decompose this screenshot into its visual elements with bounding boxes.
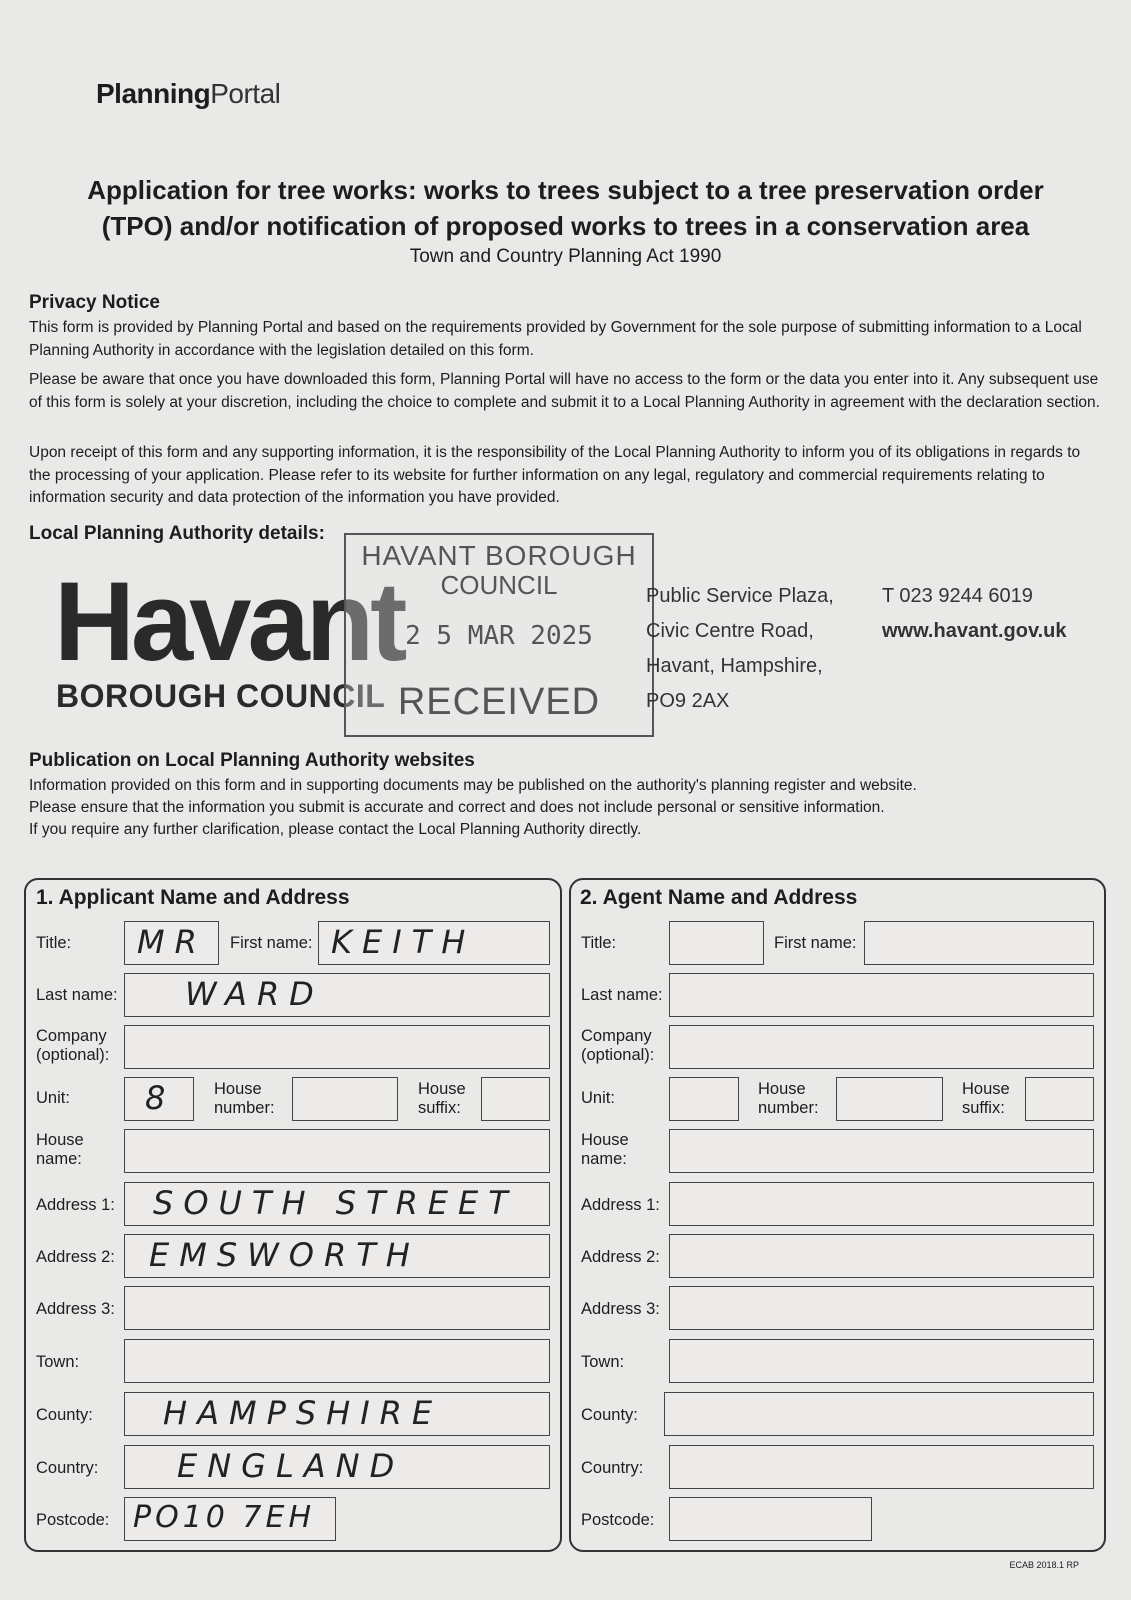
applicant-county-label: County: — [36, 1406, 93, 1424]
agent-last-name-field[interactable] — [669, 973, 1094, 1017]
applicant-country-field[interactable]: ENGLAND — [124, 1445, 550, 1489]
lpa-address-line: Public Service Plaza, — [646, 585, 834, 607]
publication-line: Please ensure that the information you submit is accurate and correct and does not include personal or sensitive information. — [29, 799, 885, 816]
agent-county-field[interactable] — [664, 1392, 1094, 1436]
agent-address2-label: Address 2: — [581, 1248, 660, 1266]
agent-country-label: Country: — [581, 1459, 644, 1477]
agent-town-label: Town: — [581, 1353, 625, 1371]
agent-house-number-field[interactable] — [836, 1077, 943, 1121]
privacy-paragraph-1: This form is provided by Planning Portal and based on the requirements provided by Government for the sole purpose of submitting information to a Local Planning Authority in accordance with the legislation detailed on this form. — [29, 319, 1082, 359]
agent-house-suffix-field[interactable] — [1025, 1077, 1094, 1121]
lpa-heading: Local Planning Authority details: — [29, 523, 325, 544]
agent-town-field[interactable] — [669, 1339, 1094, 1383]
agent-house-name-field[interactable] — [669, 1129, 1094, 1173]
applicant-address1-field[interactable]: SOUTH STREET — [124, 1182, 550, 1226]
agent-house-name-label: House name: — [581, 1131, 629, 1168]
applicant-address3-field[interactable] — [124, 1286, 550, 1330]
applicant-first-name-field[interactable]: KEITH — [318, 921, 550, 965]
publication-line: Information provided on this form and in supporting documents may be published on the authority's planning register and website. — [29, 777, 917, 794]
form-title: Application for tree works: works to trees subject to a tree preservation order (TPO) and/or notification of proposed works to trees in a conservation area — [87, 175, 1044, 241]
received-stamp: HAVANT BOROUGH COUNCIL 2 5 MAR 2025 RECEIVED — [344, 533, 654, 737]
lpa-phone: T 023 9244 6019 — [882, 585, 1033, 607]
applicant-town-field[interactable] — [124, 1339, 550, 1383]
applicant-address3-label: Address 3: — [36, 1300, 115, 1318]
agent-address3-field[interactable] — [669, 1286, 1094, 1330]
agent-house-number-label: House number: — [758, 1080, 819, 1117]
privacy-paragraph-2: Please be aware that once you have downloaded this form, Planning Portal will have no access to the form or the data you enter into it. Any subsequent use of this form is solely at your discretion, including the choice to complete and submit it to a Local Planning Authority in agreement with the declaration section. — [29, 371, 1100, 411]
lpa-address-line: Civic Centre Road, — [646, 620, 814, 642]
agent-unit-field[interactable] — [669, 1077, 739, 1121]
applicant-title-field[interactable]: MR — [124, 921, 219, 965]
applicant-house-number-field[interactable] — [292, 1077, 398, 1121]
agent-address1-field[interactable] — [669, 1182, 1094, 1226]
applicant-house-name-label: House name: — [36, 1131, 84, 1168]
applicant-house-name-field[interactable] — [124, 1129, 550, 1173]
lpa-website[interactable]: www.havant.gov.uk — [882, 620, 1067, 642]
applicant-heading: 1. Applicant Name and Address — [36, 886, 350, 909]
agent-title-label: Title: — [581, 934, 617, 952]
havant-logo-word: Havant — [54, 559, 404, 684]
privacy-heading: Privacy Notice — [29, 292, 160, 313]
agent-postcode-field[interactable] — [669, 1497, 872, 1541]
agent-company-label: Company (optional): — [581, 1027, 655, 1064]
applicant-postcode-field[interactable]: PO10 7EH — [124, 1497, 336, 1541]
applicant-unit-label: Unit: — [36, 1089, 70, 1107]
applicant-town-label: Town: — [36, 1353, 80, 1371]
publication-line: If you require any further clarification, please contact the Local Planning Authority directly. — [29, 821, 642, 838]
form-subtitle: Town and Country Planning Act 1990 — [409, 246, 722, 267]
applicant-address2-field[interactable]: EMSWORTH — [124, 1234, 550, 1278]
applicant-last-name-field[interactable]: WARD — [124, 973, 550, 1017]
agent-company-field[interactable] — [669, 1025, 1094, 1069]
form-code: ECAB 2018.1 RP — [1009, 1560, 1079, 1570]
applicant-company-field[interactable] — [124, 1025, 550, 1069]
agent-county-label: County: — [581, 1406, 638, 1424]
applicant-unit-field[interactable]: 8 — [124, 1077, 194, 1121]
applicant-address2-label: Address 2: — [36, 1248, 115, 1266]
agent-unit-label: Unit: — [581, 1089, 615, 1107]
agent-heading: 2. Agent Name and Address — [580, 886, 858, 909]
applicant-address1-label: Address 1: — [36, 1196, 115, 1214]
havant-logo-subtitle: BOROUGH COUNCIL — [56, 678, 386, 714]
applicant-first-name-label: First name: — [230, 934, 313, 952]
applicant-country-label: Country: — [36, 1459, 99, 1477]
agent-address2-field[interactable] — [669, 1234, 1094, 1278]
publication-heading: Publication on Local Planning Authority websites — [29, 750, 475, 771]
agent-last-name-label: Last name: — [581, 986, 663, 1004]
privacy-paragraph-3: Upon receipt of this form and any supporting information, it is the responsibility of the Local Planning Authority to inform you of its obligations in regards to the processing of your application. Please refer to its website for further information on any legal, regulatory and commercial requirements relating to information security and data protection of the information you have provided. — [29, 444, 1081, 506]
agent-postcode-label: Postcode: — [581, 1511, 655, 1529]
agent-title-field[interactable] — [669, 921, 764, 965]
applicant-postcode-label: Postcode: — [36, 1511, 110, 1529]
applicant-company-label: Company (optional): — [36, 1027, 110, 1064]
agent-first-name-label: First name: — [774, 934, 857, 952]
lpa-address-line: Havant, Hampshire, — [646, 655, 823, 677]
applicant-last-name-label: Last name: — [36, 986, 118, 1004]
applicant-county-field[interactable]: HAMPSHIRE — [124, 1392, 550, 1436]
agent-house-suffix-label: House suffix: — [962, 1080, 1010, 1117]
lpa-address-line: PO9 2AX — [646, 690, 730, 712]
applicant-house-number-label: House number: — [214, 1080, 275, 1117]
agent-first-name-field[interactable] — [864, 921, 1094, 965]
agent-address3-label: Address 3: — [581, 1300, 660, 1318]
agent-country-field[interactable] — [669, 1445, 1094, 1489]
planning-portal-logo: PlanningPortal — [96, 78, 281, 109]
applicant-title-label: Title: — [36, 934, 72, 952]
applicant-house-suffix-field[interactable] — [481, 1077, 550, 1121]
applicant-house-suffix-label: House suffix: — [418, 1080, 466, 1117]
agent-address1-label: Address 1: — [581, 1196, 660, 1214]
